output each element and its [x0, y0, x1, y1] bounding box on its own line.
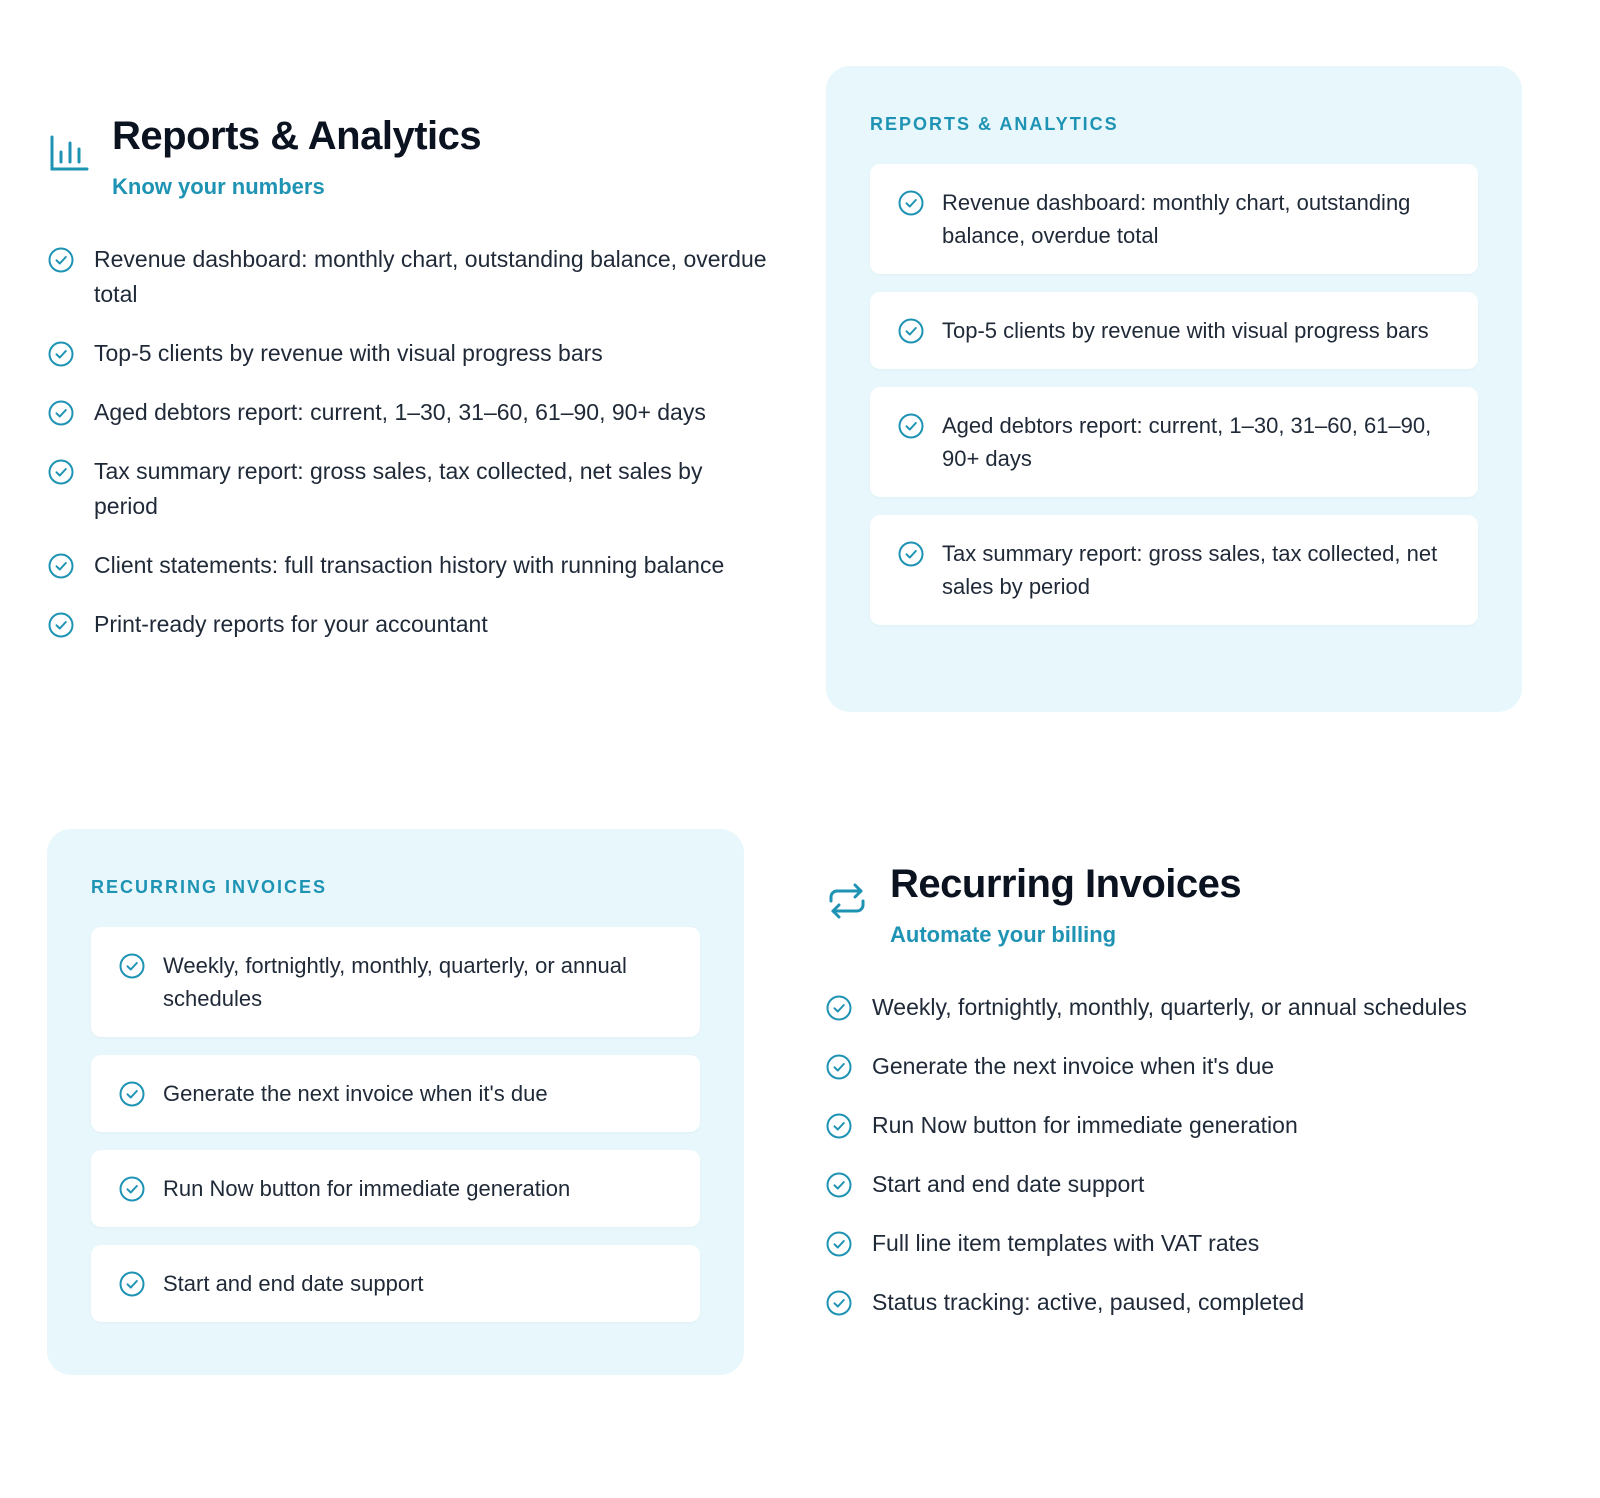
check-circle-icon	[119, 1176, 145, 1202]
check-circle-icon	[826, 1172, 852, 1198]
list-item	[48, 242, 768, 312]
check-circle-icon	[898, 190, 924, 216]
reports-title: Reports & Analytics	[112, 114, 482, 158]
list-item	[48, 454, 768, 524]
reports-panel	[826, 66, 1522, 712]
feature-card	[91, 1055, 700, 1132]
feature-card	[91, 1150, 700, 1227]
check-circle-icon	[119, 1081, 145, 1107]
recurring-title: Recurring Invoices	[890, 862, 1242, 906]
feature-card-text: Aged debtors report: current, 1–30, 31–60, 61–90, 90+ days	[942, 413, 1432, 471]
list-item-text: Status tracking: active, paused, completed	[872, 1289, 1305, 1315]
reports-feature-header	[48, 110, 768, 202]
check-circle-icon	[826, 995, 852, 1021]
list-item	[826, 990, 1526, 1025]
recurring-subtitle: Automate your billing	[890, 922, 1117, 947]
list-item	[826, 1049, 1526, 1084]
feature-card	[870, 292, 1478, 369]
list-item-text: Weekly, fortnightly, monthly, quarterly, or annual schedules	[872, 994, 1467, 1020]
reports-feature-list	[48, 242, 768, 642]
check-circle-icon	[898, 318, 924, 344]
reports-subtitle: Know your numbers	[112, 174, 325, 199]
check-circle-icon	[48, 247, 74, 273]
list-item-text: Revenue dashboard: monthly chart, outstanding balance, overdue total	[94, 246, 767, 307]
check-circle-icon	[48, 400, 74, 426]
list-item	[826, 1226, 1526, 1261]
check-circle-icon	[826, 1113, 852, 1139]
feature-card-text: Run Now button for immediate generation	[163, 1176, 571, 1201]
feature-card-text: Revenue dashboard: monthly chart, outstanding balance, overdue total	[942, 190, 1411, 248]
feature-card	[870, 387, 1478, 497]
list-item-text: Client statements: full transaction history with running balance	[94, 552, 725, 578]
list-item	[48, 607, 768, 642]
feature-card	[91, 1245, 700, 1322]
reports-feature-section	[48, 110, 768, 666]
list-item	[48, 548, 768, 583]
list-item-text: Aged debtors report: current, 1–30, 31–60, 61–90, 90+ days	[94, 399, 706, 425]
feature-card-text: Top-5 clients by revenue with visual progress bars	[942, 318, 1429, 343]
check-circle-icon	[826, 1231, 852, 1257]
check-circle-icon	[119, 1271, 145, 1297]
check-circle-icon	[898, 413, 924, 439]
list-item-text: Run Now button for immediate generation	[872, 1112, 1298, 1138]
check-circle-icon	[48, 612, 74, 638]
check-circle-icon	[898, 541, 924, 567]
feature-card	[91, 927, 700, 1037]
list-item	[48, 395, 768, 430]
list-item	[826, 1167, 1526, 1202]
check-circle-icon	[119, 953, 145, 979]
repeat-arrows-icon	[826, 880, 868, 922]
list-item-text: Generate the next invoice when it's due	[872, 1053, 1275, 1079]
recurring-feature-header	[826, 858, 1526, 950]
check-circle-icon	[48, 341, 74, 367]
list-item-text: Top-5 clients by revenue with visual progress bars	[94, 340, 603, 366]
bar-chart-icon	[48, 132, 90, 174]
recurring-feature-list	[826, 990, 1526, 1320]
check-circle-icon	[48, 459, 74, 485]
list-item-text: Tax summary report: gross sales, tax collected, net sales by period	[94, 458, 703, 519]
list-item-text: Full line item templates with VAT rates	[872, 1230, 1260, 1256]
check-circle-icon	[826, 1054, 852, 1080]
feature-card-text: Generate the next invoice when it's due	[163, 1081, 548, 1106]
feature-card-text: Tax summary report: gross sales, tax collected, net sales by period	[942, 541, 1438, 599]
recurring-panel	[47, 829, 744, 1375]
recurring-feature-section	[826, 858, 1526, 1344]
feature-card	[870, 164, 1478, 274]
list-item-text: Start and end date support	[872, 1171, 1145, 1197]
recurring-panel-label: RECURRING INVOICES	[91, 877, 328, 897]
reports-panel-label: REPORTS & ANALYTICS	[870, 114, 1119, 134]
check-circle-icon	[826, 1290, 852, 1316]
list-item-text: Print-ready reports for your accountant	[94, 611, 488, 637]
feature-card	[870, 515, 1478, 625]
list-item	[826, 1285, 1526, 1320]
list-item	[48, 336, 768, 371]
check-circle-icon	[48, 553, 74, 579]
list-item	[826, 1108, 1526, 1143]
feature-card-text: Weekly, fortnightly, monthly, quarterly, or annual schedules	[163, 953, 627, 1011]
feature-card-text: Start and end date support	[163, 1271, 424, 1296]
